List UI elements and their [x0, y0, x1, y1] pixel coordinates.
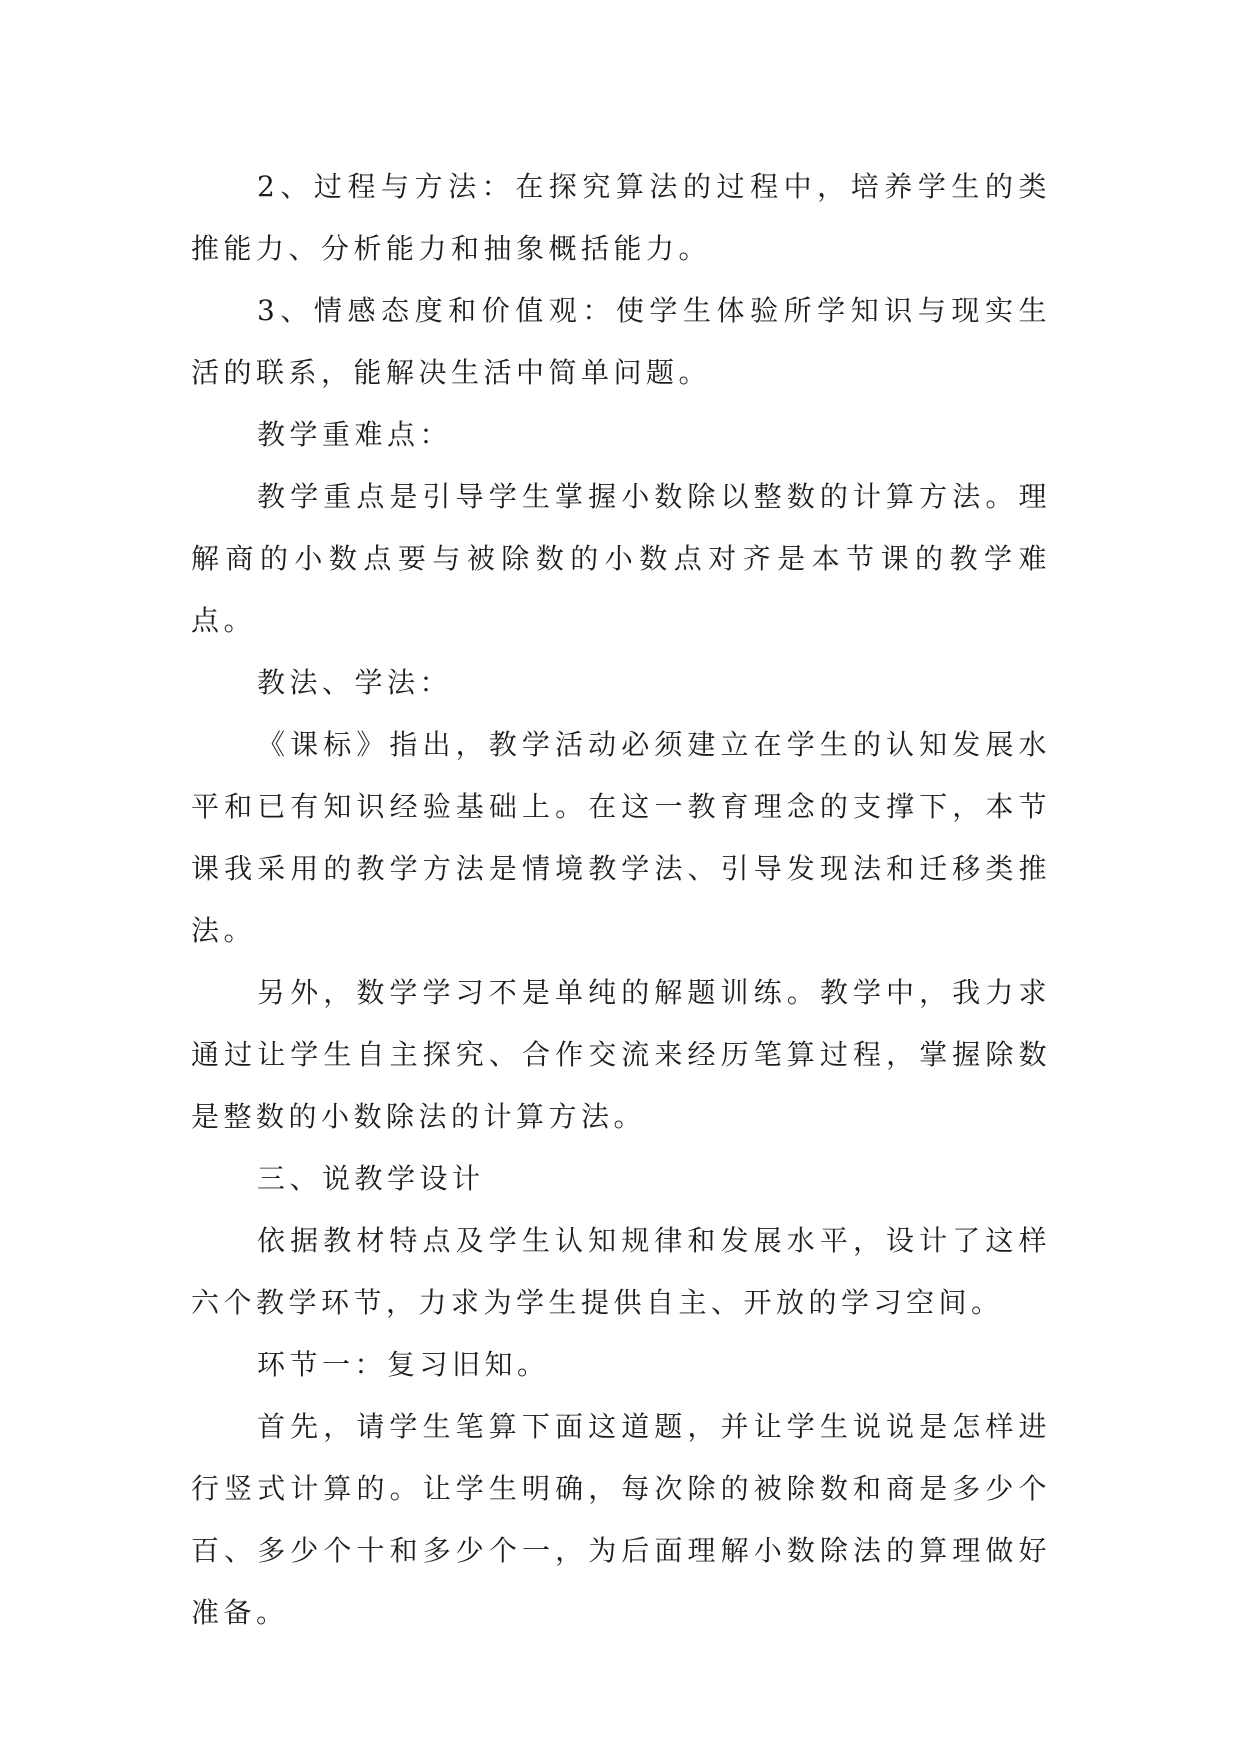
paragraph-design-basis: 依据教材特点及学生认知规律和发展水平，设计了这样六个教学环节，力求为学生提供自主、开放的学习空间。: [191, 1224, 1051, 1319]
paragraph-key-difficulties: 教学重点是引导学生掌握小数除以整数的计算方法。理解商的小数点要与被除数的小数点对齐是本节课的教学难点。: [191, 480, 1051, 637]
heading-key-difficulties: 教学重难点：: [257, 418, 453, 451]
paragraph-emotion-values: 3、情感态度和价值观：使学生体验所学知识与现实生活的联系，能解决生活中简单问题。: [191, 294, 1051, 389]
paragraph-process-method: 2、过程与方法：在探究算法的过程中，培养学生的类推能力、分析能力和抽象概括能力。: [191, 170, 1051, 265]
heading-teaching-design: 三、说教学设计: [257, 1162, 485, 1195]
paragraph-stage-one: 首先，请学生笔算下面这道题，并让学生说说是怎样进行竖式计算的。让学生明确，每次除的被除数和商是多少个百、多少个十和多少个一，为后面理解小数除法的算理做好准备。: [191, 1410, 1051, 1629]
heading-teaching-methods: 教法、学法：: [257, 666, 453, 699]
paragraph-curriculum-standard: 《课标》指出，教学活动必须建立在学生的认知发展水平和已有知识经验基础上。在这一教育理念的支撑下，本节课我采用的教学方法是情境教学法、引导发现法和迁移类推法。: [191, 728, 1051, 947]
document-body: [191, 156, 1051, 1644]
paragraph-additional: 另外，数学学习不是单纯的解题训练。教学中，我力求通过让学生自主探究、合作交流来经历笔算过程，掌握除数是整数的小数除法的计算方法。: [191, 976, 1051, 1133]
heading-stage-one: 环节一：复习旧知。: [257, 1348, 550, 1381]
